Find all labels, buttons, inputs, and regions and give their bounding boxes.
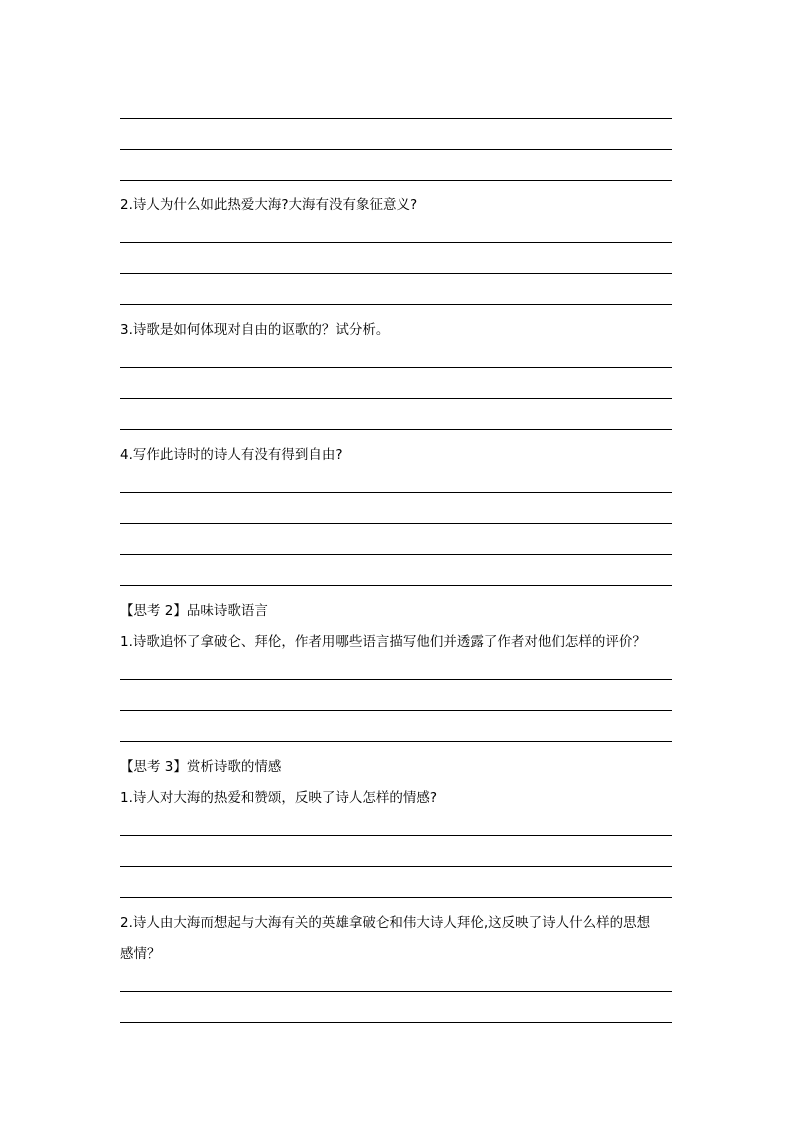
answer-line[interactable]: [120, 710, 672, 711]
answer-line[interactable]: [120, 304, 672, 305]
answer-line[interactable]: [120, 585, 672, 586]
answer-line[interactable]: [120, 273, 672, 274]
think-2-question-1: 1.诗歌追怀了拿破仑、拜伦，作者用哪些语言描写他们并透露了作者对他们怎样的评价？: [120, 634, 646, 650]
answer-line[interactable]: [120, 398, 672, 399]
answer-line[interactable]: [120, 554, 672, 555]
answer-line[interactable]: [120, 835, 672, 836]
answer-line[interactable]: [120, 866, 672, 867]
think-3-question-2-line-1: 2.诗人由大海而想起与大海有关的英雄拿破仑和伟大诗人拜伦,这反映了诗人什么样的思想: [120, 915, 651, 931]
answer-line[interactable]: [120, 679, 672, 680]
question-2: 2.诗人为什么如此热爱大海?大海有没有象征意义?: [120, 197, 418, 213]
question-4: 4.写作此诗时的诗人有没有得到自由?: [120, 447, 343, 463]
answer-line[interactable]: [120, 897, 672, 898]
think-3-question-2-line-2: 感情？: [120, 946, 161, 962]
section-heading-think-2: 【思考 2】品味诗歌语言: [120, 603, 268, 619]
question-3: 3.诗歌是如何体现对自由的讴歌的？试分析。: [120, 322, 390, 338]
answer-line[interactable]: [120, 242, 672, 243]
answer-line[interactable]: [120, 991, 672, 992]
answer-line[interactable]: [120, 741, 672, 742]
section-heading-think-3: 【思考 3】赏析诗歌的情感: [120, 759, 282, 775]
answer-line[interactable]: [120, 367, 672, 368]
answer-line[interactable]: [120, 149, 672, 150]
answer-line[interactable]: [120, 1022, 672, 1023]
answer-line[interactable]: [120, 118, 672, 119]
answer-line[interactable]: [120, 180, 672, 181]
answer-line[interactable]: [120, 523, 672, 524]
answer-line[interactable]: [120, 429, 672, 430]
think-3-question-1: 1.诗人对大海的热爱和赞颂，反映了诗人怎样的情感?: [120, 790, 438, 806]
answer-line[interactable]: [120, 492, 672, 493]
